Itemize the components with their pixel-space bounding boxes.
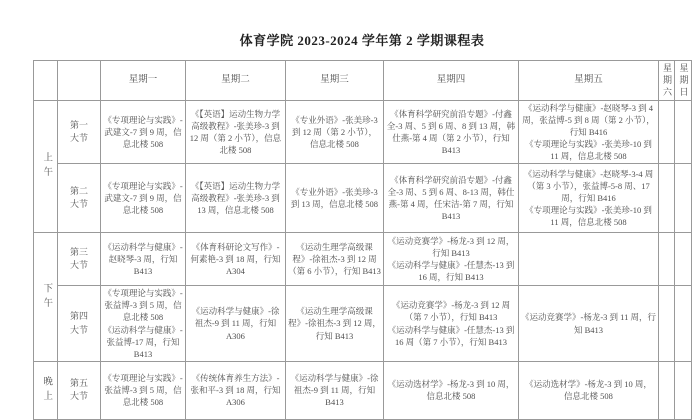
course-cell-empty [659, 361, 675, 419]
course-cell [384, 286, 519, 361]
course-entry: 《运动科学与健康》-徐祖杰-9 到 11 周，行知 A306 [191, 306, 280, 341]
course-entry: 《运动科学与健康》-赵晓琴-3 周，行知 B413 [103, 242, 183, 277]
course-entry: 《运动科学与健康》-徐祖杰-9 到 11 周，行知 B413 [290, 373, 379, 408]
section-label [58, 101, 101, 164]
day-header-fri: 星期五 [519, 61, 659, 101]
course-entry: 《运动选材学》-杨龙-3 到 10 周，信息北楼 508 [387, 379, 515, 402]
section-label [58, 164, 101, 233]
course-entry: 《运动选材学》-杨龙-3 到 10 周，信息北楼 508 [525, 379, 652, 402]
course-cell [101, 233, 186, 286]
course-cell [286, 164, 384, 233]
course-entry: 《运动科学与健康》-任慧杰-13 到 16 周（第 7 小节），行知 B413 [387, 324, 515, 347]
course-cell [101, 361, 186, 419]
section-label [58, 233, 101, 286]
course-cell [519, 101, 659, 164]
course-entry: 《运动科学与健康》-赵晓琴-3 到 4 周，张益博-5 到 8 周（第 2 小节），行知 B416 [522, 103, 655, 138]
course-cell [384, 361, 519, 419]
course-cell [186, 361, 286, 419]
course-cell [286, 101, 384, 164]
course-cell-empty [675, 286, 692, 361]
day-header-sat [659, 61, 675, 101]
period-group-label: 下午 [41, 282, 52, 312]
course-cell [101, 164, 186, 233]
course-entry: 《体育科学研究前沿专题》-付鑫全-3 周、5 到 6 周、8-13 周，韩仕燕-第 4 周，任宋洁-第 7 周，行知 B413 [387, 175, 515, 222]
course-cell [101, 101, 186, 164]
table-row [34, 233, 692, 286]
course-entry: 《运动科学与健康》-赵晓琴-3-4 周（第 3 小节），张益博-5-8 周、17 周，行知 B416 [523, 169, 654, 204]
period-group-label: 上午 [41, 152, 52, 182]
course-cell-empty [659, 101, 675, 164]
course-cell [384, 233, 519, 286]
page-title: 体育学院 2023-2024 学年第 2 学期课程表 [239, 33, 485, 48]
section-label [58, 361, 101, 419]
course-timetable [33, 60, 692, 420]
course-entry: 《专项理论与实践》-张美珍-10 到 11 周，信息北楼 508 [525, 139, 652, 162]
course-entry: 《运动科学与健康》-任慧杰-13 到 16 周，行知 B413 [387, 260, 515, 283]
course-cell [286, 233, 384, 286]
day-header-wed: 星期三 [286, 61, 384, 101]
day-header-sun-label: 星期日 [678, 62, 689, 99]
section-label-text: 第一大节 [69, 119, 88, 144]
course-cell [101, 286, 186, 361]
corner-cell [58, 61, 101, 101]
section-label-text: 第五大节 [69, 377, 88, 402]
course-entry: 《专项理论与实践》-张益博-3 到 5 周，信息北楼 508 [103, 288, 183, 323]
course-cell [186, 286, 286, 361]
course-entry: 《专业外语》-张美珍-3 到 13 周，信息北楼 508 [290, 187, 379, 210]
course-cell-empty [675, 101, 692, 164]
course-cell-empty [659, 286, 675, 361]
period-group-afternoon [34, 233, 58, 361]
course-cell [186, 164, 286, 233]
course-cell [186, 233, 286, 286]
course-entry: 《运动竞赛学》-杨龙-3 到 11 周，行知 B413 [521, 312, 656, 335]
course-entry: 《体育科研论文写作》-何素艳-3 到 18 周，行知 A304 [190, 242, 281, 277]
course-entry: 《专项理论与实践》-武建文-7 到 9 周，信息北楼 508 [103, 181, 183, 216]
course-entry: 《运动竞赛学》-杨龙-3 到 12 周（第 7 小节），行知 B413 [391, 300, 511, 323]
table-row [34, 164, 692, 233]
course-entry: 《运动科学与健康》-张益博-17 周，行知 B413 [103, 324, 183, 359]
course-cell-empty [675, 164, 692, 233]
course-cell [384, 101, 519, 164]
day-header-sat-label: 星期六 [662, 62, 672, 99]
course-cell [519, 164, 659, 233]
section-label-text: 第二大节 [69, 185, 88, 210]
course-cell-empty [675, 361, 692, 419]
section-label [58, 286, 101, 361]
corner-cell [34, 61, 58, 101]
course-cell [519, 361, 659, 419]
section-label-text: 第四大节 [69, 311, 88, 335]
course-entry: 《【英语】运动生物力学高级教程》-张美珍-3 到 12 周（第 2 小节），信息北楼 508 [189, 109, 282, 156]
course-entry: 《运动竞赛学》-杨龙-3 到 12 周，行知 B413 [387, 236, 515, 259]
course-entry: 《运动生理学高级课程》-徐祖杰-3 到 12 周，行知 B413 [288, 306, 381, 341]
day-header-mon: 星期一 [101, 61, 186, 101]
day-header-tue: 星期二 [186, 61, 286, 101]
course-cell-empty [659, 233, 675, 286]
course-cell [384, 164, 519, 233]
course-entry: 《运动生理学高级课程》-徐祖杰-3 到 12 周（第 6 小节），行知 B413 [288, 242, 381, 277]
course-entry: 《专项理论与实践》-张益博-3 到 5 周，信息北楼 508 [103, 373, 183, 408]
course-cell [286, 286, 384, 361]
course-entry: 《专项理论与实践》-武建文-7 到 9 周，信息北楼 508 [103, 115, 183, 150]
table-row [34, 101, 692, 164]
course-cell-empty [519, 233, 659, 286]
table-row [34, 286, 692, 361]
course-cell-empty [659, 164, 675, 233]
course-cell [186, 101, 286, 164]
course-entry: 《体育科学研究前沿专题》-付鑫全-3 周、5 到 6 周、8 到 13 周，韩仕燕-第 4 周（第 2 小节），行知 B413 [386, 109, 516, 156]
course-cell [286, 361, 384, 419]
course-entry: 《专业外语》-张美珍-3 到 12 周（第 2 小节），信息北楼 508 [291, 115, 378, 150]
course-entry: 《【英语】运动生物力学高级教程》-张美珍-3 到 13 周，信息北楼 508 [190, 181, 281, 216]
period-group-label: 晚上 [41, 375, 52, 405]
course-cell-empty [675, 233, 692, 286]
header-row [34, 61, 692, 101]
table-row [34, 361, 692, 419]
day-header-sun [675, 61, 692, 101]
course-cell [519, 286, 659, 361]
section-label-text: 第三大节 [69, 246, 88, 271]
period-group-morning [34, 101, 58, 233]
period-group-evening [34, 361, 58, 419]
course-entry: 《专项理论与实践》-张美珍-10 到 11 周，信息北楼 508 [525, 205, 652, 228]
course-entry: 《传统体育养生方法》-张和平-3 到 18 周，行知 A306 [190, 373, 281, 408]
day-header-thu: 星期四 [384, 61, 519, 101]
